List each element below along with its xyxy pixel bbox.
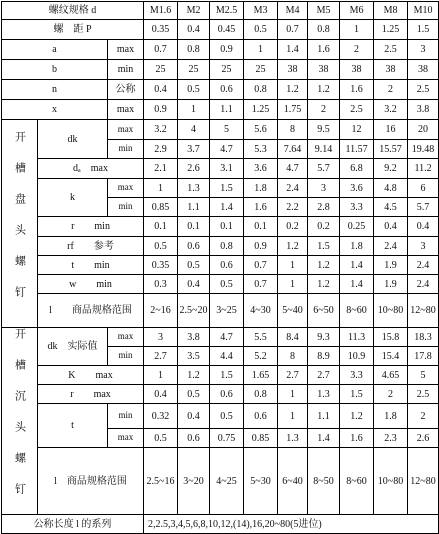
value-cell: 2 bbox=[408, 404, 439, 429]
value-cell: 1.2 bbox=[178, 366, 210, 385]
value-cell: 8 bbox=[278, 120, 308, 140]
value-cell: 0.4 bbox=[178, 275, 210, 294]
value-cell: 0.5 bbox=[244, 20, 278, 40]
value-cell: 0.6 bbox=[178, 429, 210, 448]
value-cell: 4.7 bbox=[210, 328, 244, 347]
param-unit: max bbox=[108, 328, 144, 347]
value-cell: 1.3 bbox=[178, 179, 210, 198]
value-cell: 1.8 bbox=[244, 179, 278, 198]
value-cell: 20 bbox=[408, 120, 439, 140]
value-cell: 0.45 bbox=[210, 20, 244, 40]
value-cell: 1 bbox=[144, 366, 178, 385]
value-cell: 2.5~20 bbox=[178, 294, 210, 328]
value-cell: 10.9 bbox=[340, 347, 374, 366]
value-cell: 3 bbox=[144, 328, 178, 347]
value-cell: 1.8 bbox=[374, 404, 408, 429]
value-cell: 2.5 bbox=[408, 385, 439, 404]
value-cell: 11.3 bbox=[340, 328, 374, 347]
value-cell: 2 bbox=[374, 80, 408, 100]
value-cell: 4.4 bbox=[210, 347, 244, 366]
countersunk-row bbox=[2, 385, 439, 404]
value-cell: 15.8 bbox=[374, 328, 408, 347]
value-cell: 2.5 bbox=[408, 80, 439, 100]
pan_head-row bbox=[2, 294, 439, 328]
value-cell: 1.5 bbox=[308, 237, 340, 256]
value-cell: 5.3 bbox=[244, 140, 278, 159]
value-cell: 3.5 bbox=[178, 347, 210, 366]
value-cell: 6~40 bbox=[278, 448, 308, 515]
value-cell: 3 bbox=[408, 237, 439, 256]
param-unit: max bbox=[108, 120, 144, 140]
value-cell: 0.5 bbox=[144, 237, 178, 256]
value-cell: 0.5 bbox=[178, 385, 210, 404]
value-cell: 1.5 bbox=[340, 385, 374, 404]
param-unit: 公称 bbox=[108, 80, 144, 100]
value-cell: 0.2 bbox=[308, 217, 340, 237]
param-label: l 商品规格范围 bbox=[38, 294, 144, 328]
value-cell: 2.7 bbox=[144, 347, 178, 366]
param-label: dₐ max bbox=[38, 159, 144, 179]
value-cell: 8.9 bbox=[308, 347, 340, 366]
value-cell: 9.5 bbox=[308, 120, 340, 140]
pan_head-row bbox=[2, 275, 439, 294]
value-cell: 1.8 bbox=[340, 237, 374, 256]
pan_head-row bbox=[2, 179, 439, 198]
value-cell: 0.32 bbox=[144, 404, 178, 429]
value-cell: 2~16 bbox=[144, 294, 178, 328]
value-cell: 1.1 bbox=[178, 198, 210, 217]
param-unit: max bbox=[108, 40, 144, 60]
value-cell: 25 bbox=[144, 60, 178, 80]
general-row bbox=[2, 100, 439, 120]
value-cell: 3.3 bbox=[340, 366, 374, 385]
value-cell: 1 bbox=[278, 275, 308, 294]
value-cell: 1.9 bbox=[374, 256, 408, 275]
value-cell: 2.5 bbox=[374, 40, 408, 60]
value-cell: 0.1 bbox=[210, 217, 244, 237]
value-cell: 38 bbox=[374, 60, 408, 80]
value-cell: 0.7 bbox=[244, 275, 278, 294]
value-cell: 5.6 bbox=[244, 120, 278, 140]
value-cell: 4 bbox=[178, 120, 210, 140]
general-row bbox=[2, 40, 439, 60]
general-row bbox=[2, 20, 439, 40]
value-cell: 2.6 bbox=[178, 159, 210, 179]
value-cell: 0.7 bbox=[278, 20, 308, 40]
value-cell: 0.1 bbox=[144, 217, 178, 237]
value-cell: 1 bbox=[278, 404, 308, 429]
value-cell: 5.2 bbox=[244, 347, 278, 366]
value-cell: 1.2 bbox=[308, 80, 340, 100]
size-header: M1.6 bbox=[144, 2, 178, 20]
value-cell: 12~80 bbox=[408, 294, 439, 328]
value-cell: 0.5 bbox=[178, 80, 210, 100]
length-series-label: 公称长度 l 的系列 bbox=[2, 515, 144, 534]
value-cell: 0.25 bbox=[340, 217, 374, 237]
value-cell: 2 bbox=[340, 40, 374, 60]
value-cell: 2.7 bbox=[278, 366, 308, 385]
param-unit: min bbox=[108, 198, 144, 217]
value-cell: 12 bbox=[340, 120, 374, 140]
value-cell: 2.1 bbox=[144, 159, 178, 179]
param-label: t bbox=[38, 404, 108, 448]
param-unit: min bbox=[108, 140, 144, 159]
value-cell: 3~25 bbox=[210, 294, 244, 328]
size-header: M2.5 bbox=[210, 2, 244, 20]
value-cell: 1.1 bbox=[210, 100, 244, 120]
value-cell: 7.64 bbox=[278, 140, 308, 159]
value-cell: 5 bbox=[210, 120, 244, 140]
countersunk-row bbox=[2, 366, 439, 385]
param-label: b bbox=[2, 60, 108, 80]
value-cell: 3.2 bbox=[144, 120, 178, 140]
param-label: k bbox=[38, 179, 108, 217]
value-cell: 25 bbox=[210, 60, 244, 80]
value-cell: 5.7 bbox=[308, 159, 340, 179]
value-cell: 0.7 bbox=[244, 256, 278, 275]
pan_head-row bbox=[2, 256, 439, 275]
value-cell: 11.2 bbox=[408, 159, 439, 179]
value-cell: 8~60 bbox=[340, 294, 374, 328]
size-header: M5 bbox=[308, 2, 340, 20]
value-cell: 1 bbox=[278, 385, 308, 404]
value-cell: 1 bbox=[144, 179, 178, 198]
countersunk-row bbox=[2, 404, 439, 429]
thread-spec-header: 螺纹规格 d bbox=[2, 2, 144, 20]
value-cell: 0.4 bbox=[178, 404, 210, 429]
value-cell: 0.9 bbox=[144, 100, 178, 120]
pan_head-row bbox=[2, 159, 439, 179]
value-cell: 1.5 bbox=[210, 366, 244, 385]
value-cell: 38 bbox=[408, 60, 439, 80]
value-cell: 1.65 bbox=[244, 366, 278, 385]
value-cell: 1.5 bbox=[408, 20, 439, 40]
value-cell: 1.4 bbox=[278, 40, 308, 60]
value-cell: 9.3 bbox=[308, 328, 340, 347]
value-cell: 10~80 bbox=[374, 448, 408, 515]
value-cell: 3.8 bbox=[178, 328, 210, 347]
param-label: w min bbox=[38, 275, 144, 294]
general-row bbox=[2, 80, 439, 100]
value-cell: 3 bbox=[408, 40, 439, 60]
value-cell: 0.4 bbox=[374, 217, 408, 237]
group-label: 开槽沉头螺钉 bbox=[2, 328, 38, 515]
value-cell: 0.6 bbox=[178, 237, 210, 256]
value-cell: 4~30 bbox=[244, 294, 278, 328]
group-label: 开槽盘头螺钉 bbox=[2, 120, 38, 328]
value-cell: 0.4 bbox=[144, 385, 178, 404]
value-cell: 1.6 bbox=[340, 429, 374, 448]
size-header: M10 bbox=[408, 2, 439, 20]
value-cell: 11.57 bbox=[340, 140, 374, 159]
size-header: M2 bbox=[178, 2, 210, 20]
footer-row bbox=[2, 515, 439, 534]
value-cell: 3.8 bbox=[408, 100, 439, 120]
value-cell: 0.7 bbox=[144, 40, 178, 60]
value-cell: 1.3 bbox=[278, 429, 308, 448]
value-cell: 0.6 bbox=[210, 256, 244, 275]
value-cell: 0.6 bbox=[244, 404, 278, 429]
value-cell: 0.9 bbox=[210, 40, 244, 60]
countersunk-row bbox=[2, 448, 439, 515]
value-cell: 3.6 bbox=[340, 179, 374, 198]
value-cell: 1.3 bbox=[308, 385, 340, 404]
value-cell: 0.5 bbox=[178, 256, 210, 275]
value-cell: 18.3 bbox=[408, 328, 439, 347]
value-cell: 0.4 bbox=[178, 20, 210, 40]
length-series-value: 2,2.5,3,4,5,6,8,10,12,(14),16,20~80(5进位) bbox=[144, 515, 439, 534]
value-cell: 3.3 bbox=[340, 198, 374, 217]
screw-spec-table bbox=[1, 1, 439, 534]
value-cell: 0.75 bbox=[210, 429, 244, 448]
param-label: dk 实际值 bbox=[38, 328, 108, 366]
value-cell: 0.4 bbox=[408, 217, 439, 237]
param-label: a bbox=[2, 40, 108, 60]
value-cell: 6 bbox=[408, 179, 439, 198]
size-header: M3 bbox=[244, 2, 278, 20]
value-cell: 0.35 bbox=[144, 256, 178, 275]
value-cell: 2.4 bbox=[408, 256, 439, 275]
value-cell: 1.2 bbox=[308, 256, 340, 275]
param-unit: max bbox=[108, 100, 144, 120]
value-cell: 0.5 bbox=[210, 275, 244, 294]
value-cell: 17.8 bbox=[408, 347, 439, 366]
value-cell: 2.3 bbox=[374, 429, 408, 448]
value-cell: 1 bbox=[278, 256, 308, 275]
value-cell: 0.1 bbox=[244, 217, 278, 237]
value-cell: 5.7 bbox=[408, 198, 439, 217]
value-cell: 1.4 bbox=[340, 275, 374, 294]
value-cell: 1.2 bbox=[340, 404, 374, 429]
value-cell: 6.8 bbox=[340, 159, 374, 179]
general-row bbox=[2, 60, 439, 80]
value-cell: 2.6 bbox=[408, 429, 439, 448]
value-cell: 1.6 bbox=[244, 198, 278, 217]
screw-spec-sheet bbox=[1, 1, 438, 530]
param-label: l 商品规格范围 bbox=[38, 448, 144, 515]
value-cell: 8~50 bbox=[308, 448, 340, 515]
value-cell: 0.8 bbox=[244, 80, 278, 100]
value-cell: 1.75 bbox=[278, 100, 308, 120]
value-cell: 9.2 bbox=[374, 159, 408, 179]
value-cell: 3~20 bbox=[178, 448, 210, 515]
value-cell: 1.1 bbox=[308, 404, 340, 429]
value-cell: 19.48 bbox=[408, 140, 439, 159]
value-cell: 1.4 bbox=[210, 198, 244, 217]
value-cell: 1.2 bbox=[308, 275, 340, 294]
value-cell: 2.4 bbox=[374, 237, 408, 256]
value-cell: 0.8 bbox=[308, 20, 340, 40]
value-cell: 1.2 bbox=[278, 80, 308, 100]
value-cell: 2 bbox=[308, 100, 340, 120]
param-label: t min bbox=[38, 256, 144, 275]
param-unit: max bbox=[108, 179, 144, 198]
pan_head-row bbox=[2, 120, 439, 140]
value-cell: 4.8 bbox=[374, 179, 408, 198]
value-cell: 8~60 bbox=[340, 448, 374, 515]
value-cell: 38 bbox=[340, 60, 374, 80]
value-cell: 0.8 bbox=[178, 40, 210, 60]
value-cell: 2.8 bbox=[308, 198, 340, 217]
value-cell: 3.6 bbox=[244, 159, 278, 179]
value-cell: 15.57 bbox=[374, 140, 408, 159]
value-cell: 25 bbox=[178, 60, 210, 80]
value-cell: 2.2 bbox=[278, 198, 308, 217]
value-cell: 8 bbox=[278, 347, 308, 366]
param-unit: max bbox=[108, 429, 144, 448]
value-cell: 1.25 bbox=[244, 100, 278, 120]
value-cell: 3.1 bbox=[210, 159, 244, 179]
value-cell: 1.5 bbox=[210, 179, 244, 198]
value-cell: 2.5 bbox=[340, 100, 374, 120]
value-cell: 2.7 bbox=[308, 366, 340, 385]
size-header: M8 bbox=[374, 2, 408, 20]
value-cell: 0.3 bbox=[144, 275, 178, 294]
value-cell: 0.85 bbox=[144, 198, 178, 217]
value-cell: 0.85 bbox=[244, 429, 278, 448]
value-cell: 5 bbox=[408, 366, 439, 385]
value-cell: 2.9 bbox=[144, 140, 178, 159]
value-cell: 0.8 bbox=[244, 385, 278, 404]
value-cell: 5~30 bbox=[244, 448, 278, 515]
size-header: M4 bbox=[278, 2, 308, 20]
header-row bbox=[2, 2, 439, 20]
pan_head-row bbox=[2, 217, 439, 237]
value-cell: 4.65 bbox=[374, 366, 408, 385]
value-cell: 2.4 bbox=[408, 275, 439, 294]
value-cell: 12~80 bbox=[408, 448, 439, 515]
value-cell: 4.7 bbox=[278, 159, 308, 179]
value-cell: 1.25 bbox=[374, 20, 408, 40]
value-cell: 38 bbox=[278, 60, 308, 80]
param-label: dk bbox=[38, 120, 108, 159]
countersunk-row bbox=[2, 328, 439, 347]
value-cell: 16 bbox=[374, 120, 408, 140]
param-unit: min bbox=[108, 347, 144, 366]
value-cell: 10~80 bbox=[374, 294, 408, 328]
param-label: r min bbox=[38, 217, 144, 237]
value-cell: 1.4 bbox=[308, 429, 340, 448]
param-unit: min bbox=[108, 404, 144, 429]
size-header: M6 bbox=[340, 2, 374, 20]
value-cell: 1 bbox=[340, 20, 374, 40]
param-label: rf 参考 bbox=[38, 237, 144, 256]
value-cell: 4.5 bbox=[374, 198, 408, 217]
value-cell: 2.4 bbox=[278, 179, 308, 198]
value-cell: 3.2 bbox=[374, 100, 408, 120]
value-cell: 2 bbox=[374, 385, 408, 404]
value-cell: 0.5 bbox=[210, 404, 244, 429]
value-cell: 3.7 bbox=[178, 140, 210, 159]
param-label: 螺 距 P bbox=[2, 20, 144, 40]
value-cell: 0.4 bbox=[144, 80, 178, 100]
value-cell: 1.2 bbox=[278, 237, 308, 256]
value-cell: 1.9 bbox=[374, 275, 408, 294]
value-cell: 0.6 bbox=[210, 385, 244, 404]
value-cell: 15.4 bbox=[374, 347, 408, 366]
value-cell: 2.5~16 bbox=[144, 448, 178, 515]
value-cell: 6~50 bbox=[308, 294, 340, 328]
value-cell: 1.4 bbox=[340, 256, 374, 275]
value-cell: 4~25 bbox=[210, 448, 244, 515]
value-cell: 38 bbox=[308, 60, 340, 80]
value-cell: 0.9 bbox=[244, 237, 278, 256]
param-label: x bbox=[2, 100, 108, 120]
value-cell: 9.14 bbox=[308, 140, 340, 159]
value-cell: 8.4 bbox=[278, 328, 308, 347]
value-cell: 4.7 bbox=[210, 140, 244, 159]
value-cell: 5~40 bbox=[278, 294, 308, 328]
value-cell: 0.6 bbox=[210, 80, 244, 100]
value-cell: 0.8 bbox=[210, 237, 244, 256]
value-cell: 5.5 bbox=[244, 328, 278, 347]
param-label: n bbox=[2, 80, 108, 100]
value-cell: 0.5 bbox=[144, 429, 178, 448]
value-cell: 0.1 bbox=[178, 217, 210, 237]
value-cell: 1.6 bbox=[308, 40, 340, 60]
param-label: r max bbox=[38, 385, 144, 404]
value-cell: 1 bbox=[178, 100, 210, 120]
pan_head-row bbox=[2, 237, 439, 256]
value-cell: 1 bbox=[244, 40, 278, 60]
param-unit: min bbox=[108, 60, 144, 80]
value-cell: 1.6 bbox=[340, 80, 374, 100]
value-cell: 3 bbox=[308, 179, 340, 198]
value-cell: 25 bbox=[244, 60, 278, 80]
value-cell: 0.2 bbox=[278, 217, 308, 237]
value-cell: 0.35 bbox=[144, 20, 178, 40]
param-label: K max bbox=[38, 366, 144, 385]
